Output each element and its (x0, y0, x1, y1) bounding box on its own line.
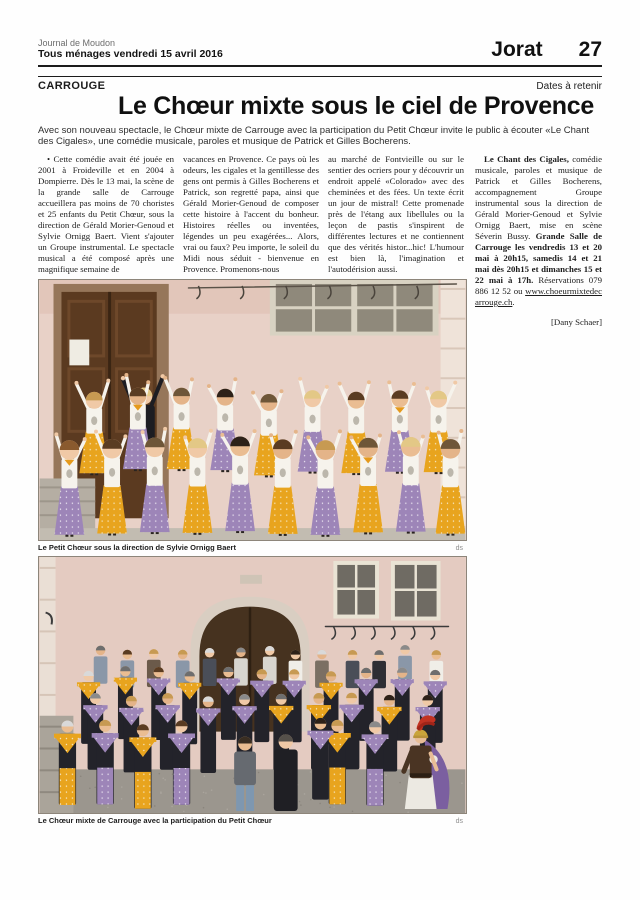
details-schedule: Grande Salle de Carrouge les vendredis 13 et 20 mai à 20h15, samedis 14 et 21 mai dès 20h15 et dimanches 15 et 22 mai à 17h. (475, 231, 602, 285)
photo-1 (38, 279, 467, 553)
dates-note: Dates à retenir (536, 81, 602, 92)
article-column-1: • Cette comédie avait été jouée en 2001 à Froideville et en 2004 à Dompierre. Dès le 13 mai, la scène de la grande salle de Carrouge accueillera pas moins de 70 choristes et 25 enfants du Petit Chœur, sous la direction de Gérald Morier-Genoud et Sylvie Ornigg Baert. Vient s'ajouter un Groupe instrumental. Le spectacle musical a été composé après une magnifique semaine de (38, 154, 174, 274)
divider-thick (38, 65, 602, 67)
details-text-2: Réservations 079 886 12 52 ou (475, 275, 602, 296)
article-column-2: vacances en Provence. Ce pays où les odeurs, les cigales et la gentillesse des gens ont permis à Gilles Bocherens et Patrick, son regretté papa, ainsi que Gérald Morier-Genoud de composer cette histoire à l'accent du bonheur. Histoires réelles ou inventées, légendes un peu exagérées... Alors, vrai ou faux? Peu importe, le soleil du Midi nous séduit - bienvenue en Provence. Promenons-nous (183, 154, 319, 274)
details-title: Le Chant des Cigales, (484, 154, 569, 164)
masthead-left (38, 38, 223, 60)
section-name: Jorat (491, 38, 543, 61)
kicker-row (38, 80, 602, 92)
details-text-1: comédie musicale, paroles et musique de Patrick et Gilles Bocherens, accompagnement Groupe instrumental sous la direction de Gérald Morier-Genoud et Sylvie Ornigg Baert, mise en scène Séverin Bussy. (475, 154, 602, 241)
details-paragraph (475, 154, 602, 308)
details-text-3: . (512, 297, 515, 307)
edition-line: Tous ménages vendredi 15 avril 2016 (38, 48, 223, 60)
adult-choir-photo (38, 556, 467, 814)
children-choir-photo (38, 279, 467, 541)
lede: Avec son nouveau spectacle, le Chœur mixte de Carrouge avec la participation du Petit Chœur invite le public à écouter «Le Chant des Cigales», une comédie musicale, paroles et musique de Patrick et Gilles Bocherens. (38, 125, 590, 147)
section-header (491, 39, 602, 60)
photo-2-caption: Le Chœur mixte de Carrouge avec la participation du Petit Chœur (38, 816, 272, 825)
divider-thin (38, 76, 602, 77)
photo-1-credit: ds (455, 545, 463, 552)
photo-2-credit: ds (455, 818, 463, 825)
journal-name: Journal de Moudon (38, 38, 116, 48)
headline: Le Chœur mixte sous le ciel de Provence (118, 92, 594, 120)
website-link[interactable]: www.choeurmixtedecarrouge.ch (475, 286, 602, 307)
byline: [Dany Schaer] (550, 317, 602, 327)
article-body (38, 154, 602, 826)
left-region (38, 154, 467, 826)
details-column (475, 154, 602, 826)
photo-2-caption-row (38, 816, 467, 826)
photo-1-caption-row (38, 543, 467, 553)
photo-1-caption: Le Petit Chœur sous la direction de Sylvie Ornigg Baert (38, 543, 236, 552)
article-column-3: au marché de Fontvieille ou sur le sentier des ocriers pour y découvrir un endroit appelé «Colorado» avec des cheminées et des fées. Un texte écrit un jour de mistral! Cette promenade près de l'étang aux libellules ou la leçon de pastis s'inspirent de différentes lectures et ne contiennent que des vérités histor...hic! L'humour est bien là, l'imagination et l'autodérision aussi. (328, 154, 464, 274)
text-columns (38, 154, 467, 275)
page-number: 27 (578, 38, 602, 61)
photo-2 (38, 556, 467, 826)
masthead (38, 38, 602, 60)
kicker: CARROUGE (38, 80, 106, 92)
